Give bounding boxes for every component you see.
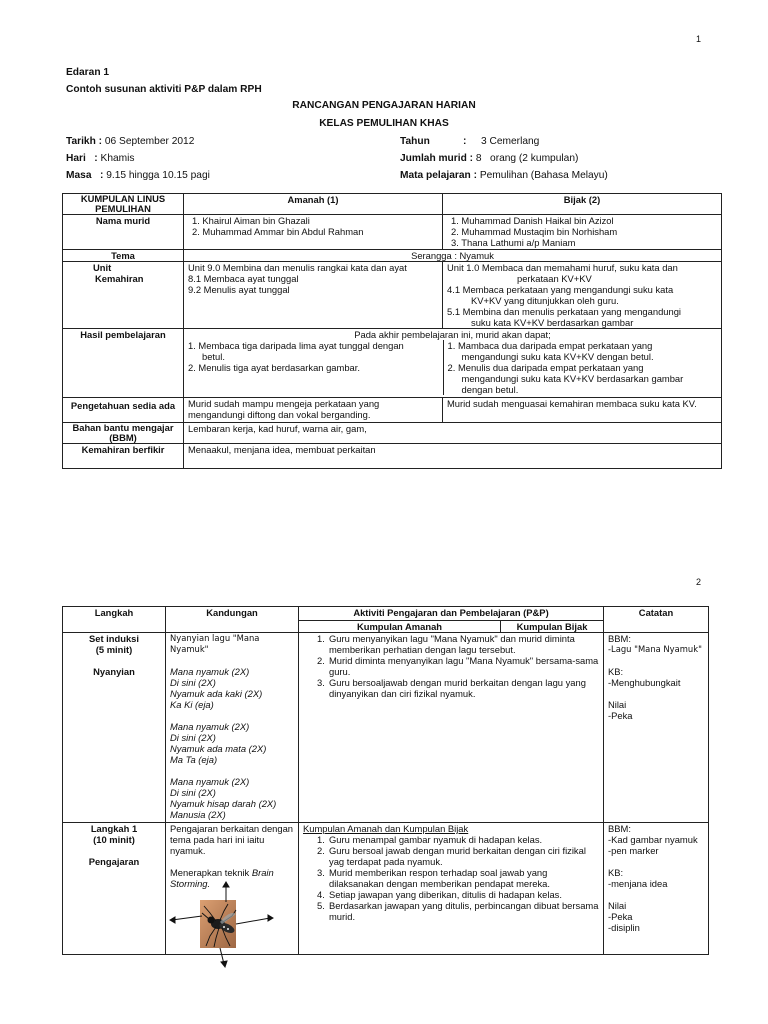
- list-item: mengandungi suku kata KV+KV berdasarkan gambar: [461, 373, 684, 384]
- header-kumpulan-bijak: Kumpulan Bijak: [501, 621, 604, 633]
- header-langkah: Langkah: [63, 607, 166, 633]
- jumlah-value: 8 orang (2 kumpulan): [475, 153, 579, 164]
- table-row: [63, 250, 722, 262]
- list-item: 1. Muhammad Danish Haikal bin Azizol: [451, 215, 614, 226]
- catatan-line: Nilai: [608, 900, 627, 911]
- hasil-cell: [184, 329, 722, 398]
- hari-label: Hari :: [66, 153, 98, 164]
- header-kumpulan: KUMPULAN LINUS PEMULIHAN: [63, 194, 184, 215]
- aktiviti-heading: Kumpulan Amanah dan Kumpulan Bijak: [303, 823, 469, 834]
- masa-label: Masa :: [66, 170, 104, 181]
- catatan-line: Nilai: [608, 699, 627, 710]
- tahun-colon: :: [463, 136, 467, 147]
- kandungan-teknik: Menerapkan teknik Brain Storming.: [170, 867, 274, 889]
- list-item: perkataan KV+KV: [517, 273, 592, 284]
- langkah1-aktiviti: [299, 823, 604, 955]
- list-item: 8.1 Membaca ayat tunggal: [188, 273, 299, 284]
- amanah-hasil: [184, 340, 443, 395]
- catatan-line: -disiplin: [608, 922, 640, 933]
- set-induksi-langkah: [63, 633, 166, 823]
- rph-table: [62, 193, 722, 469]
- table-row: [63, 215, 722, 250]
- list-item: 3. Murid memberikan respon terhadap soal jawab yang dilaksanakan dengan memberikan pendapat mereka.: [317, 867, 550, 889]
- mosquito-picture: [166, 880, 278, 970]
- catatan-line: BBM:: [608, 823, 631, 834]
- table-row: [63, 398, 722, 423]
- langkah-duration: (5 minit): [95, 644, 133, 655]
- document-subtitle: Contoh susunan aktiviti P&P dalam RPH: [66, 84, 262, 95]
- bijak-names-cell: [443, 215, 722, 250]
- mata-pelajaran-row: [400, 170, 608, 181]
- list-item: 2. Menulis dua daripada empat perkataan yang: [447, 362, 644, 373]
- langkah-duration: (10 minit): [93, 834, 135, 845]
- pengetahuan-label: Pengetahuan sedia ada: [63, 398, 184, 423]
- langkah-sub: Pengajaran: [88, 856, 140, 867]
- bbm-value: Lembaran kerja, kad huruf, warna air, gam,: [184, 423, 722, 444]
- list-item: 2. Murid diminta menyanyikan lagu "Mana Nyamuk" bersama-sama guru.: [317, 655, 599, 677]
- langkah1-langkah: [63, 823, 166, 955]
- kb-value: Menaakul, menjana idea, membuat perkaitan: [184, 444, 722, 469]
- catatan-line: -Kad gambar nyamuk: [608, 834, 698, 845]
- list-item: Unit 1.0 Membaca dan memahami huruf, suku kata dan: [447, 262, 678, 273]
- jumlah-row: [400, 153, 578, 164]
- header-catatan: Catatan: [604, 607, 709, 633]
- verse-line: Di sini (2X): [170, 787, 216, 798]
- langkah1-catatan: [604, 823, 709, 955]
- langkah-title: Set induksi: [88, 633, 139, 644]
- verse-line: Nyamuk ada kaki (2X): [170, 688, 263, 699]
- jumlah-label: Jumlah murid :: [400, 153, 474, 164]
- table-row: [63, 329, 722, 398]
- list-item: 1. Guru menampal gambar nyamuk di hadapan kelas.: [317, 834, 543, 845]
- mata-pelajaran-value: Pemulihan (Bahasa Melayu): [479, 170, 608, 181]
- hasil-label: Hasil pembelajaran: [63, 329, 184, 398]
- catatan-line: KB:: [608, 867, 624, 878]
- kb-label: Kemahiran berfikir: [63, 444, 184, 469]
- page-number-2: 2: [696, 577, 702, 587]
- catatan-line: -Menghubungkait: [608, 677, 681, 688]
- verse-line: Di sini (2X): [170, 677, 216, 688]
- header-bijak: Bijak (2): [443, 194, 722, 215]
- list-item: 1. Khairul Aiman bin Ghazali: [192, 215, 310, 226]
- verse-line: Ka Ki (eja): [170, 699, 214, 710]
- verse-line: Ma Ta (eja): [170, 754, 218, 765]
- set-induksi-catatan: [604, 633, 709, 823]
- list-item: KV+KV yang ditunjukkan oleh guru.: [471, 295, 619, 306]
- list-item: suku kata KV+KV berdasarkan gambar: [471, 317, 634, 328]
- table-header-row: [63, 607, 709, 621]
- catatan-line: -pen marker: [608, 845, 659, 856]
- tarikh-value: 06 September 2012: [104, 136, 195, 147]
- table-header-row: [63, 194, 722, 215]
- list-item: 2. Muhammad Ammar bin Abdul Rahman: [192, 226, 364, 237]
- list-item: 5. Berdasarkan jawapan yang ditulis, perbincangan dibuat bersama murid.: [317, 900, 599, 922]
- langkah-sub: Nyanyian: [93, 666, 135, 677]
- tarikh-row: [66, 136, 194, 147]
- catatan-line: BBM:: [608, 633, 631, 644]
- amanah-pengetahuan: Murid sudah mampu mengeja perkataan yang mengandungi diftong dan vokal berganding.: [184, 398, 443, 423]
- unit-label: Unit: [93, 262, 112, 273]
- verse-line: Mana nyamuk (2X): [170, 666, 250, 677]
- table-row: [63, 423, 722, 444]
- list-item: 2. Menulis tiga ayat berdasarkan gambar.: [188, 362, 360, 373]
- verse-line: Nyamuk hisap darah (2X): [170, 798, 277, 809]
- catatan-line: KB:: [608, 666, 624, 677]
- unit-kemahiran-label: [63, 262, 184, 329]
- list-item: Unit 9.0 Membina dan menulis rangkai kata dan ayat: [188, 262, 407, 273]
- catatan-line: -Lagu "Mana Nyamuk": [608, 644, 702, 654]
- set-induksi-kandungan: [166, 633, 299, 823]
- list-item: dengan betul.: [461, 384, 519, 395]
- list-item: 9.2 Menulis ayat tunggal: [188, 284, 290, 295]
- masa-row: [66, 170, 210, 181]
- edaran-label: Edaran 1: [66, 67, 110, 78]
- mata-pelajaran-label: Mata pelajaran :: [400, 170, 477, 181]
- table-row: [63, 444, 722, 469]
- pnp-table: [62, 606, 709, 955]
- header-aktiviti: Aktiviti Pengajaran dan Pembelajaran (P&P): [299, 607, 604, 621]
- hari-row: [66, 153, 135, 164]
- list-item: 4. Setiap jawapan yang diberikan, ditulis di hadapan kelas.: [317, 889, 562, 900]
- table-row-set-induksi: [63, 633, 709, 823]
- tahun-label: Tahun: [400, 136, 430, 147]
- verse-line: Nyamuk ada mata (2X): [170, 743, 267, 754]
- amanah-names-cell: [184, 215, 443, 250]
- list-item: 1. Membaca tiga daripada lima ayat tunggal dengan: [188, 340, 404, 351]
- list-item: 3. Guru bersoaljawab dengan murid berkaitan dengan lagu yang dinyanyikan dan ciri fizikal nyamuk.: [317, 677, 586, 699]
- verse-line: Mana nyamuk (2X): [170, 776, 250, 787]
- page-number-1: 1: [696, 34, 702, 44]
- verse-line: Mana nyamuk (2X): [170, 721, 250, 732]
- nama-murid-label: Nama murid: [63, 215, 184, 250]
- hasil-intro: Pada akhir pembelajaran ini, murid akan dapat;: [354, 329, 551, 340]
- bbm-label: Bahan bantu mengajar (BBM): [63, 423, 184, 444]
- list-item: 1. Mambaca dua daripada empat perkataan yang: [447, 340, 653, 351]
- list-item: mengandungi suku kata KV+KV dengan betul.: [461, 351, 654, 362]
- hari-value: Khamis: [100, 153, 135, 164]
- header-amanah: Amanah (1): [184, 194, 443, 215]
- list-item: 3. Thana Lathumi a/p Maniam: [451, 237, 576, 248]
- list-item: 2. Guru bersoal jawab dengan murid berkaitan dengan ciri fizikal yag terdapat pada nyamuk.: [317, 845, 586, 867]
- tahun-value: 3 Cemerlang: [481, 136, 540, 147]
- list-item: 2. Muhammad Mustaqim bin Norhisham: [451, 226, 618, 237]
- tema-value: Serangga : Nyamuk: [184, 250, 722, 262]
- verse-line: Di sini (2X): [170, 732, 216, 743]
- kandungan-text: Pengajaran berkaitan dengan tema pada hari ini iaitu nyamuk.: [170, 823, 294, 856]
- kemahiran-label: Kemahiran: [95, 273, 144, 284]
- set-induksi-aktiviti: [299, 633, 604, 823]
- bijak-pengetahuan: Murid sudah menguasai kemahiran membaca suku kata KV.: [443, 398, 722, 423]
- langkah-title: Langkah 1: [90, 823, 138, 834]
- document-title: RANCANGAN PENGAJARAN HARIAN: [292, 100, 476, 111]
- catatan-line: -menjana idea: [608, 878, 668, 889]
- list-item: 5.1 Membina dan menulis perkataan yang mengandungi: [447, 306, 682, 317]
- table-row: [63, 262, 722, 329]
- catatan-line: -Peka: [608, 710, 633, 721]
- list-item: 1. Guru menyanyikan lagu "Mana Nyamuk" dan murid diminta memberikan perhatian dengan lagu tersebut.: [317, 633, 575, 655]
- table-row-langkah-1: [63, 823, 709, 955]
- verse-line: Manusia (2X): [170, 809, 226, 820]
- header-kumpulan-amanah: Kumpulan Amanah: [299, 621, 501, 633]
- catatan-line: -Peka: [608, 911, 633, 922]
- tarikh-label: Tarikh :: [66, 136, 103, 147]
- hasil-columns: [184, 340, 721, 395]
- amanah-unit-cell: [184, 262, 443, 329]
- document-class-title: KELAS PEMULIHAN KHAS: [319, 118, 449, 129]
- list-item: betul.: [202, 351, 225, 362]
- masa-value: 9.15 hingga 10.15 pagi: [106, 170, 210, 181]
- bijak-hasil: [443, 340, 721, 395]
- kandungan-intro: Nyanyian lagu "Mana Nyamuk": [170, 633, 260, 654]
- tema-label: Tema: [63, 250, 184, 262]
- header-kandungan: Kandungan: [166, 607, 299, 633]
- list-item: 4.1 Membaca perkataan yang mengandungi suku kata: [447, 284, 674, 295]
- bijak-unit-cell: [443, 262, 722, 329]
